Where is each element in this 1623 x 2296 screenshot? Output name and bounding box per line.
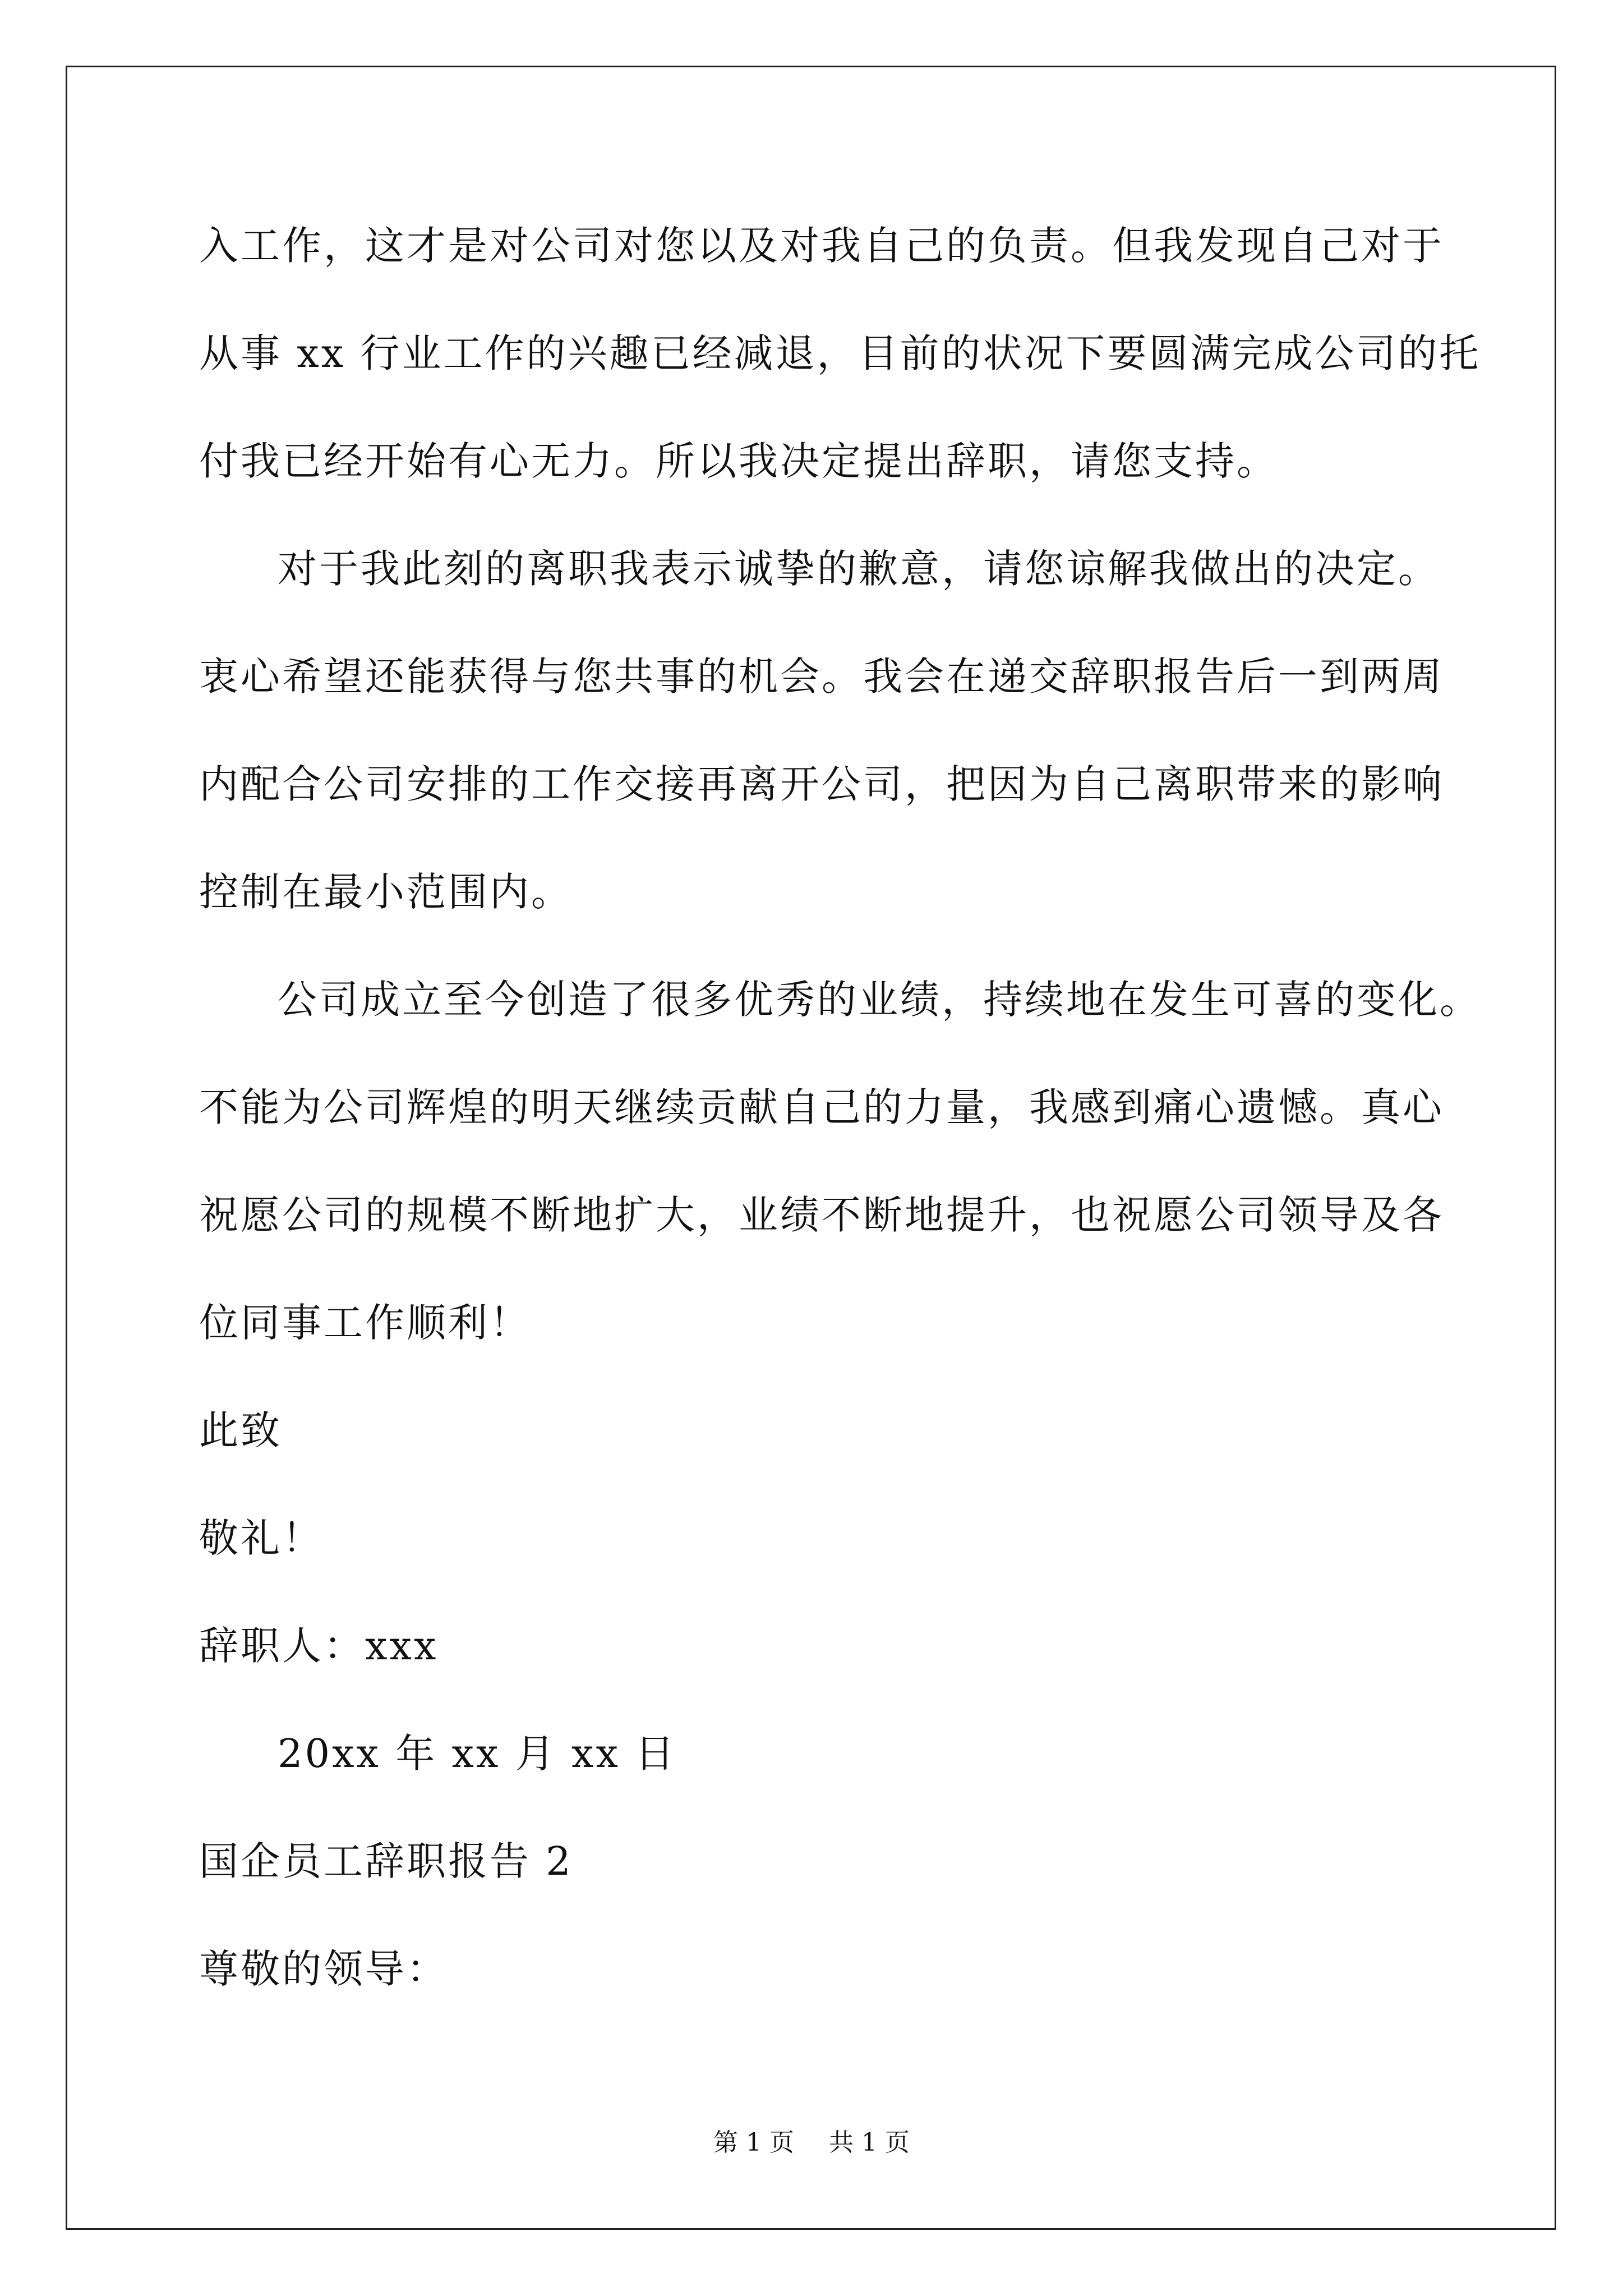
text-line: 衷心希望还能获得与您共事的机会。我会在递交辞职报告后一到两周 — [199, 654, 1444, 700]
page-footer — [0, 2126, 1623, 2160]
text-line: 入工作，这才是对公司对您以及对我自己的负责。但我发现自己对于 — [199, 223, 1444, 269]
signatory-line: 辞职人：xxx — [199, 1623, 439, 1669]
date-line: 20xx 年 xx 月 xx 日 — [278, 1731, 677, 1777]
greeting-line: 尊敬的领导： — [199, 1946, 448, 1992]
section-title: 国企员工辞职报告 2 — [199, 1838, 573, 1884]
closing-salutation: 此致 — [199, 1407, 282, 1453]
text-line: 祝愿公司的规模不断地扩大，业绩不断地提升，也祝愿公司领导及各 — [199, 1192, 1444, 1238]
text-line: 内配合公司安排的工作交接再离开公司，把因为自己离职带来的影响 — [199, 761, 1444, 807]
paragraph-start-line: 对于我此刻的离职我表示诚挚的歉意，请您谅解我做出的决定。 — [278, 546, 1440, 592]
paragraph-start-line: 公司成立至今创造了很多优秀的业绩，持续地在发生可喜的变化。 — [278, 977, 1481, 1023]
page-number-current: 第 1 页 — [713, 2128, 794, 2157]
text-line: 从事 xx 行业工作的兴趣已经减退，目前的状况下要圆满完成公司的托 — [199, 330, 1481, 376]
text-line: 付我已经开始有心无力。所以我决定提出辞职，请您支持。 — [199, 438, 1278, 484]
page-number-total: 共 1 页 — [829, 2128, 910, 2157]
text-line: 控制在最小范围内。 — [199, 869, 573, 915]
closing-regards: 敬礼！ — [199, 1515, 324, 1561]
document-body — [199, 219, 1481, 2050]
text-line: 位同事工作顺利！ — [199, 1300, 531, 1346]
text-line: 不能为公司辉煌的明天继续贡献自己的力量，我感到痛心遗憾。真心 — [199, 1084, 1444, 1130]
